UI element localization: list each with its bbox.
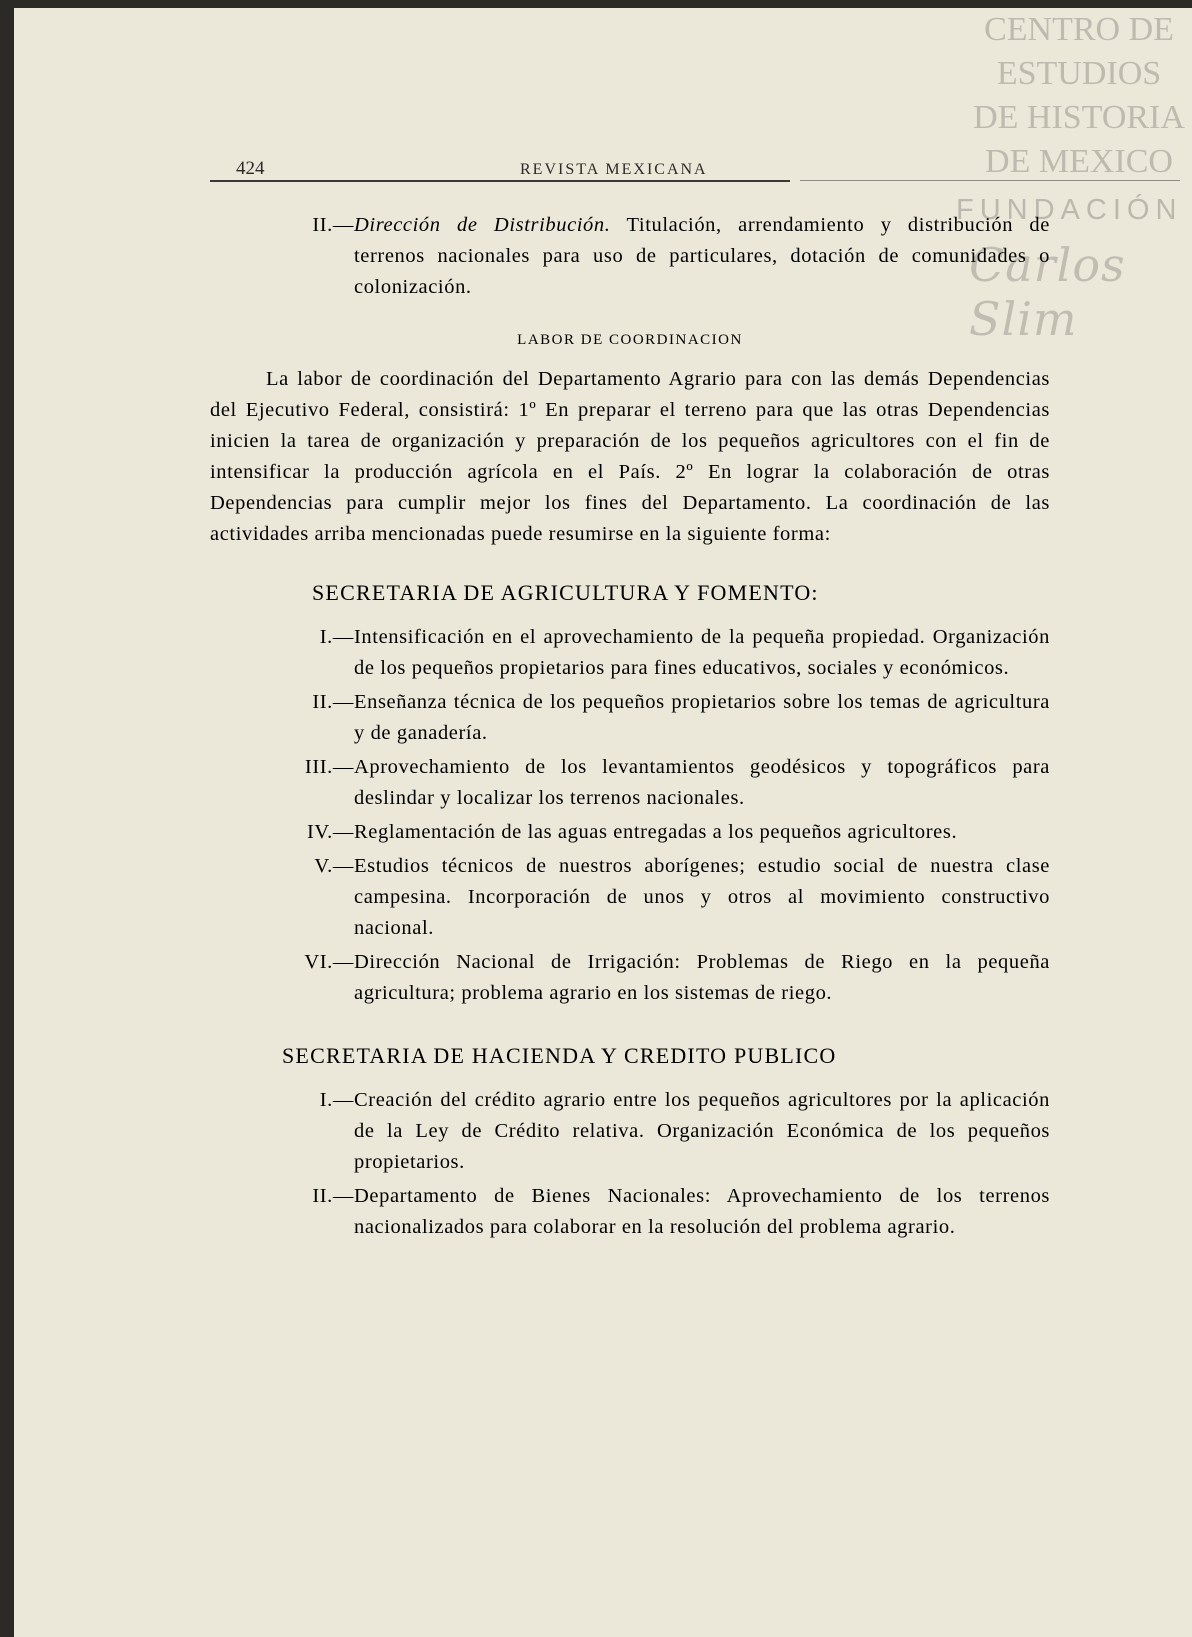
list-item <box>210 947 1050 1009</box>
running-header <box>224 158 804 188</box>
watermark-line: DE MEXICO <box>985 143 1173 180</box>
item-text: Departamento de Bienes Nacionales: Aprovechamiento de los terrenos nacionalizados para colaborar en la resolución del problema agrario. <box>354 1185 1050 1238</box>
item-number: I.— <box>319 1089 354 1111</box>
header-rule <box>210 180 790 182</box>
header-rule-extension <box>800 180 1180 181</box>
item-number: II.— <box>312 691 354 713</box>
body-paragraph: La labor de coordinación del Departamento Agrario para con las demás Dependencias del Ejecutivo Federal, consistirá: 1º En preparar el terreno para que las otras Dependencias inicien la tarea de organización y preparación de los pequeños agricultores con el fin de intensificar la producción agrícola en el País. 2º En lograr la colaboración de otras Dependencias para cumplir mejor los fines del Departamento. La coordinación de las actividades arriba mencionadas puede resumirse en la siguiente forma: <box>210 368 1050 545</box>
item-title: Dirección de Distribución. <box>354 214 611 236</box>
watermark-line: ESTUDIOS <box>996 55 1162 92</box>
item-text: Enseñanza técnica de los pequeños propietarios sobre los temas de agricultura y de ganadería. <box>354 691 1050 744</box>
item-text: Intensificación en el aprovechamiento de la pequeña propiedad. Organización de los pequeños propietarios para fines educativos, sociales y económicos. <box>354 626 1050 679</box>
item-number: II.— <box>312 1185 354 1207</box>
list-item <box>210 817 1050 848</box>
section-heading-hacienda: SECRETARIA DE HACIENDA Y CREDITO PUBLICO <box>282 1043 837 1068</box>
section-heading-agricultura: SECRETARIA DE AGRICULTURA Y FOMENTO: <box>312 580 819 605</box>
list-item <box>210 1181 1050 1243</box>
page-number: 424 <box>236 158 265 179</box>
list-item <box>210 752 1050 814</box>
item-text: Dirección Nacional de Irrigación: Problemas de Riego en la pequeña agricultura; problema agrario en los sistemas de riego. <box>354 951 1050 1004</box>
item-number: II.— <box>312 214 354 236</box>
item-number: I.— <box>319 626 354 648</box>
list-item <box>210 1085 1050 1178</box>
page-body <box>210 210 1050 1246</box>
item-text: Aprovechamiento de los levantamientos geodésicos y topográficos para deslindar y localizar los terrenos nacionales. <box>354 756 1050 809</box>
archive-watermark <box>959 8 1192 184</box>
watermark-signature: Carlos Slim <box>969 238 1126 346</box>
journal-title: REVISTA MEXICANA <box>520 161 708 178</box>
item-text: Titulación, arrendamiento y distribución de terrenos nacionales para uso de particulares, dotación de comunidades o colonización. <box>354 214 1050 298</box>
item-text: Estudios técnicos de nuestros aborígenes; estudio social de nuestra clase campesina. Incorporación de unos y otros al movimiento constructivo nacional. <box>354 855 1050 939</box>
section-subheading: LABOR DE COORDINACION <box>517 332 743 348</box>
item-number: IV.— <box>306 821 354 843</box>
list-item <box>210 851 1050 944</box>
item-number: V.— <box>314 855 354 877</box>
watermark-line: CENTRO DE <box>984 11 1174 48</box>
list-item <box>210 687 1050 749</box>
item-text: Creación del crédito agrario entre los pequeños agricultores por la aplicación de la Ley de Crédito relativa. Organización Económica de los pequeños propietarios. <box>354 1089 1050 1173</box>
watermark-line: DE HISTORIA <box>973 99 1185 136</box>
item-number: III.— <box>304 756 354 778</box>
list-item <box>210 622 1050 684</box>
item-text: Reglamentación de las aguas entregadas a los pequeños agricultores. <box>354 821 958 843</box>
item-number: VI.— <box>304 951 354 973</box>
watermark-fundacion: FUNDACIÓN <box>956 194 1183 226</box>
intro-list-item <box>210 210 1050 303</box>
